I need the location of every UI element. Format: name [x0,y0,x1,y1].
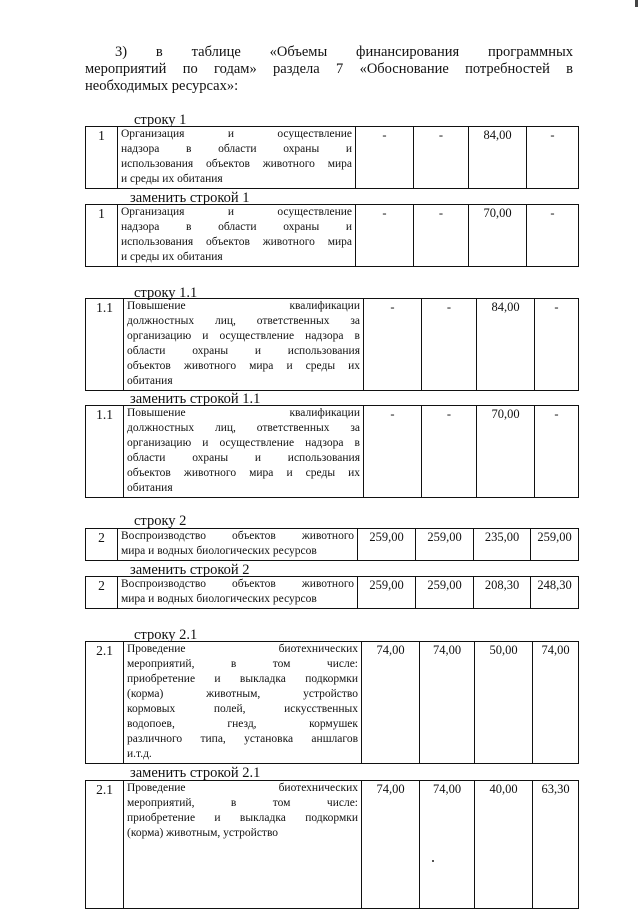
activity-name [124,642,362,764]
old-row-label: строку 2 [134,513,187,529]
table-row [86,205,579,267]
activity-name-line: использования объектов животного мира [121,236,352,248]
old-row-label: строку 1 [134,112,187,128]
activity-name-line: и.т.д. [127,748,152,760]
activity-name [124,299,364,391]
table-row [86,642,579,764]
activity-name-line: и среды их обитания [121,173,223,185]
row-number: 2 [86,577,118,609]
activity-name-line: области охраны и использования [127,452,360,464]
activity-name-line: должностных лиц, ответственных за [127,422,360,434]
activity-name [118,577,358,609]
activity-name-line: и среды их обитания [121,251,223,263]
intro-line: необходимых ресурсах»: [85,78,239,94]
year-value-1: - [364,299,422,391]
activity-name-line: Повышение квалификации [127,300,360,312]
table-row [86,299,579,391]
activity-name-line: мероприятий, в том числе: [127,658,358,670]
activity-name-line: мира и водных биологических ресурсов [121,593,317,605]
year-value-3: 84,00 [477,299,535,391]
old-row-label: строку 1.1 [134,285,198,301]
year-value-2: - [422,299,477,391]
activity-name-line: организацию и осуществление надзора в [127,437,360,449]
year-value-3: 208,30 [474,577,531,609]
financing-table-row [85,641,579,764]
year-value-4: 248,30 [531,577,579,609]
row-number: 1.1 [86,406,124,498]
year-value-4: - [527,205,579,267]
intro-line: 3) в таблице «Объемы финансирования программных [115,44,573,60]
financing-table-row [85,298,579,391]
old-row-label: строку 2.1 [134,627,198,643]
row-number: 1 [86,205,118,267]
year-value-3: 235,00 [474,529,531,561]
year-value-1: - [356,205,414,267]
activity-name-line: обитания [127,482,173,494]
financing-table-row [85,405,579,498]
row-number: 1 [86,127,118,189]
table-row [86,781,579,909]
activity-name-line: объектов животного мира и среды их [127,360,360,372]
activity-name [118,529,358,561]
year-value-2: 259,00 [416,529,474,561]
activity-name-line: мира и водных биологических ресурсов [121,545,317,557]
year-value-3: 84,00 [469,127,527,189]
replacement-row-label: заменить строкой 2 [130,562,250,578]
activity-name-line: различного типа, установка аншлагов [127,733,358,745]
year-value-4: 74,00 [533,642,579,764]
table-row [86,577,579,609]
year-value-2: 74,00 [420,642,475,764]
activity-name-line: Повышение квалификации [127,407,360,419]
activity-name-line: Проведение биотехнических [127,643,358,655]
year-value-1: 259,00 [358,529,416,561]
activity-name-line: (корма) животным, устройство [127,827,279,839]
activity-name [124,781,362,909]
activity-name-line: приобретение и выкладка подкормки [127,673,358,685]
row-number: 2 [86,529,118,561]
table-row [86,127,579,189]
year-value-3: 70,00 [469,205,527,267]
activity-name-line: объектов животного мира и среды их [127,467,360,479]
activity-name-line: Воспроизводство объектов животного [121,578,354,590]
scan-speck [432,860,434,862]
activity-name-line: обитания [127,375,173,387]
replacement-row-label: заменить строкой 2.1 [130,765,261,781]
year-value-1: 74,00 [362,642,420,764]
year-value-2: - [414,205,469,267]
activity-name-line: кормовых полей, искусственных [127,703,358,715]
year-value-4: 259,00 [531,529,579,561]
activity-name-line: организацию и осуществление надзора в [127,330,360,342]
activity-name-line: Организация и осуществление [121,206,352,218]
row-number: 2.1 [86,781,124,909]
year-value-2: 259,00 [416,577,474,609]
table-row [86,529,579,561]
activity-name-line: мероприятий, в том числе: [127,797,358,809]
scan-mark [635,0,638,7]
activity-name-line: (корма) животным, устройство [127,688,358,700]
year-value-2: - [422,406,477,498]
table-row [86,406,579,498]
year-value-4: - [527,127,579,189]
year-value-3: 70,00 [477,406,535,498]
activity-name [118,205,356,267]
year-value-3: 40,00 [475,781,533,909]
year-value-4: 63,30 [533,781,579,909]
financing-table-row [85,576,579,609]
activity-name-line: Организация и осуществление [121,128,352,140]
year-value-3: 50,00 [475,642,533,764]
row-number: 1.1 [86,299,124,391]
activity-name-line: области охраны и использования [127,345,360,357]
year-value-1: - [364,406,422,498]
replacement-row-label: заменить строкой 1.1 [130,391,261,407]
activity-name [118,127,356,189]
replacement-row-label: заменить строкой 1 [130,190,250,206]
row-number: 2.1 [86,642,124,764]
activity-name-line: надзора в области охраны и [121,143,352,155]
activity-name-line: использования объектов животного мира [121,158,352,170]
activity-name-line: должностных лиц, ответственных за [127,315,360,327]
year-value-4: - [535,299,579,391]
year-value-1: - [356,127,414,189]
activity-name-line: надзора в области охраны и [121,221,352,233]
financing-table-row [85,126,579,189]
financing-table-row [85,780,579,909]
year-value-2: 74,00 [420,781,475,909]
activity-name-line: приобретение и выкладка подкормки [127,812,358,824]
year-value-1: 74,00 [362,781,420,909]
financing-table-row [85,204,579,267]
activity-name [124,406,364,498]
financing-table-row [85,528,579,561]
intro-paragraph [85,44,573,95]
intro-line: мероприятий по годам» раздела 7 «Обоснование потребностей в [85,61,573,77]
activity-name-line: Проведение биотехнических [127,782,358,794]
year-value-2: - [414,127,469,189]
activity-name-line: Воспроизводство объектов животного [121,530,354,542]
year-value-1: 259,00 [358,577,416,609]
activity-name-line: водопоев, гнезд, кормушек [127,718,358,730]
year-value-4: - [535,406,579,498]
